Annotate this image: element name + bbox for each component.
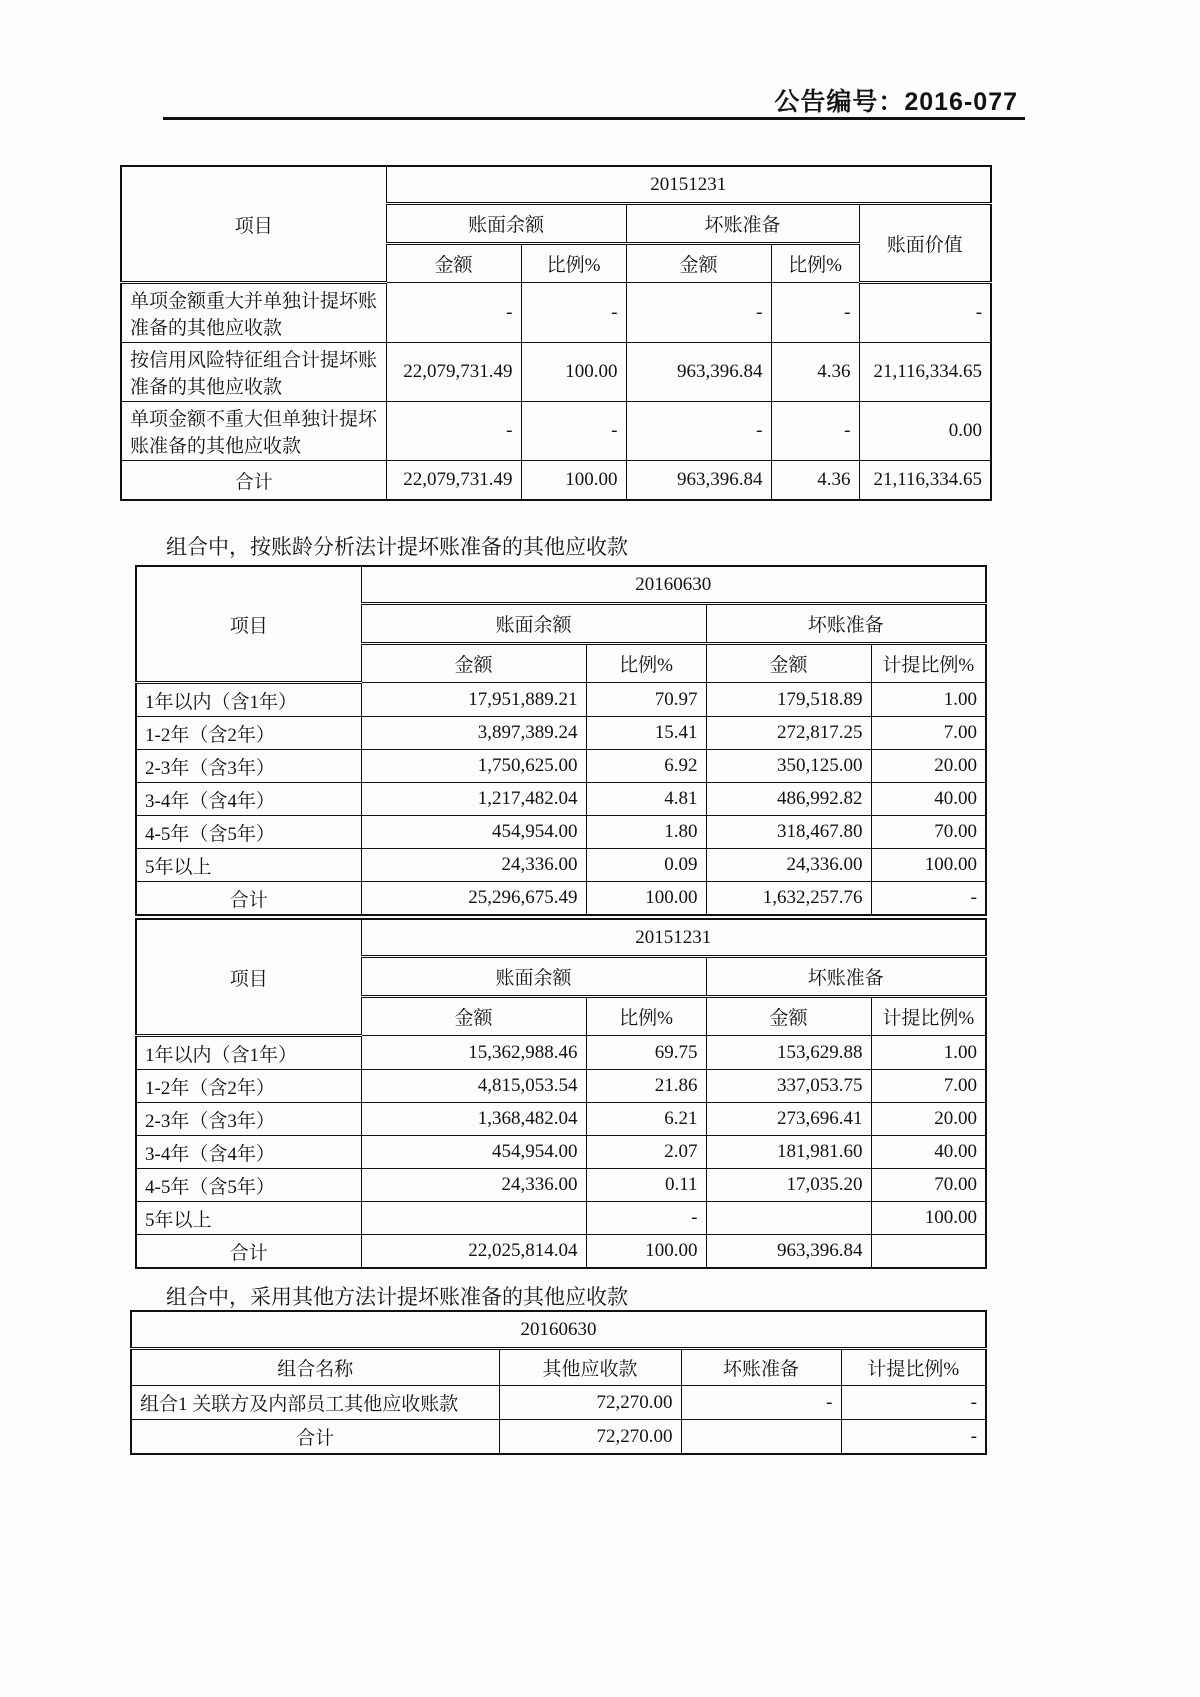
cell-ratio: 0.09 [586,849,706,882]
cell-amount [361,1202,586,1235]
cell-provision-ratio: - [841,1420,986,1455]
cell-amount: 24,336.00 [361,849,586,882]
cell-book-value: 0.00 [859,402,991,461]
header-bad-debt-provision: 坏账准备 [706,604,986,644]
cell-aging-bucket: 4-5年（含5年） [136,816,361,849]
header-item: 项目 [121,166,386,283]
cell-aging-bucket: 3-4年（含4年） [136,783,361,816]
table-row [121,166,991,204]
header-period: 20160630 [361,566,986,604]
cell-portfolio-name: 合计 [131,1420,499,1455]
cell-book-value: 21,116,334.65 [859,461,991,501]
header-book-balance: 账面余额 [361,957,706,997]
cell-book-value: - [859,283,991,343]
header-amount: 金额 [706,997,871,1036]
header-ratio: 比例% [586,644,706,683]
cell-ratio: 15.41 [586,717,706,750]
cell-amount: - [386,283,521,343]
cell-ratio: 4.81 [586,783,706,816]
cell-ratio: 69.75 [586,1036,706,1070]
aging-table-20160630 [135,565,987,916]
cell-provision-ratio [871,1235,986,1269]
cell-bad-ratio: - [771,402,859,461]
cell-provision-ratio: 20.00 [871,750,986,783]
header-period: 20151231 [361,919,986,957]
table-row [136,1070,986,1103]
header-period: 20160630 [131,1311,986,1349]
header-rule [163,117,1025,120]
cell-book-value: 21,116,334.65 [859,343,991,402]
cell-provision-ratio: 1.00 [871,1036,986,1070]
header-bad-debt-provision: 坏账准备 [706,957,986,997]
header-period: 20151231 [386,166,991,204]
table-row [136,849,986,882]
table-row [131,1386,986,1420]
cell-amount: 1,368,482.04 [361,1103,586,1136]
cell-provision-ratio: 1.00 [871,683,986,717]
cell-bad-amount: - [626,402,771,461]
cell-provision-ratio: 100.00 [871,849,986,882]
table-row [136,1103,986,1136]
cell-amount: 15,362,988.46 [361,1036,586,1070]
cell-bad-amount: 1,632,257.76 [706,882,871,916]
table-row [136,919,986,957]
other-method-table [130,1310,987,1455]
cell-amount: 3,897,389.24 [361,717,586,750]
cell-bad-amount [706,1202,871,1235]
header-other-receivables: 其他应收款 [499,1349,681,1386]
cell-ratio: 2.07 [586,1136,706,1169]
table-row [136,1036,986,1070]
cell-bad-amount: 179,518.89 [706,683,871,717]
cell-ratio: 100.00 [586,1235,706,1269]
header-provision-ratio: 计提比例% [871,644,986,683]
cell-bad-ratio: 4.36 [771,343,859,402]
cell-aging-bucket: 合计 [136,1235,361,1269]
cell-aging-bucket: 1-2年（含2年） [136,1070,361,1103]
header-amount: 金额 [706,644,871,683]
cell-bad-amount: 963,396.84 [626,343,771,402]
header-item: 项目 [136,566,361,683]
cell-item: 合计 [121,461,386,501]
header-ratio: 比例% [586,997,706,1036]
cell-amount: 24,336.00 [361,1169,586,1202]
cell-bad-amount: 17,035.20 [706,1169,871,1202]
cell-item: 按信用风险特征组合计提坏账准备的其他应收款 [121,343,386,402]
cell-bad-amount: 963,396.84 [706,1235,871,1269]
cell-provision-ratio: 40.00 [871,783,986,816]
cell-provision-ratio: - [871,882,986,916]
cell-amount: 25,296,675.49 [361,882,586,916]
cell-aging-bucket: 2-3年（含3年） [136,1103,361,1136]
cell-provision-ratio: 7.00 [871,717,986,750]
cell-amount: - [386,402,521,461]
table-row [136,816,986,849]
cell-ratio: 70.97 [586,683,706,717]
cell-provision-ratio: 70.00 [871,816,986,849]
cell-provision-ratio: 70.00 [871,1169,986,1202]
table-row [136,1202,986,1235]
aging-section-heading: 组合中，按账龄分析法计提坏账准备的其他应收款 [166,535,628,559]
cell-aging-bucket: 1年以内（含1年） [136,683,361,717]
provision-category-table [120,165,992,501]
cell-aging-bucket: 1-2年（含2年） [136,717,361,750]
header-ratio: 比例% [521,244,626,283]
cell-bad-amount: - [626,283,771,343]
table-row [121,283,991,343]
cell-bad-ratio: 4.36 [771,461,859,501]
cell-provision-ratio: 7.00 [871,1070,986,1103]
cell-amount: 72,270.00 [499,1420,681,1455]
cell-bad-amount: 486,992.82 [706,783,871,816]
header-book-balance: 账面余额 [386,204,626,244]
cell-amount: 17,951,889.21 [361,683,586,717]
cell-bad-amount: 272,817.25 [706,717,871,750]
table-row [136,750,986,783]
header-ratio: 比例% [771,244,859,283]
cell-ratio: 100.00 [521,343,626,402]
cell-ratio: - [586,1202,706,1235]
header-bad-debt-provision: 坏账准备 [626,204,859,244]
cell-bad-amount: 153,629.88 [706,1036,871,1070]
table-row [136,1136,986,1169]
cell-bad-amount: 273,696.41 [706,1103,871,1136]
aging-table-20151231 [135,918,987,1269]
cell-aging-bucket: 5年以上 [136,1202,361,1235]
notice-number: 公告编号：2016-077 [774,88,1018,116]
cell-aging-bucket: 合计 [136,882,361,916]
cell-amount: 22,079,731.49 [386,461,521,501]
table-row [121,461,991,501]
header-provision-ratio: 计提比例% [841,1349,986,1386]
cell-bad-amount: 24,336.00 [706,849,871,882]
table-row [121,402,991,461]
cell-amount: 454,954.00 [361,1136,586,1169]
header-portfolio-name: 组合名称 [131,1349,499,1386]
table-row [136,783,986,816]
cell-aging-bucket: 5年以上 [136,849,361,882]
cell-aging-bucket: 4-5年（含5年） [136,1169,361,1202]
table-row [121,343,991,402]
cell-bad-amount: 350,125.00 [706,750,871,783]
table-row [131,1311,986,1349]
cell-aging-bucket: 1年以内（含1年） [136,1036,361,1070]
cell-bad-ratio: - [771,283,859,343]
cell-ratio: 21.86 [586,1070,706,1103]
table-row [136,882,986,916]
table-row [136,683,986,717]
table-row [131,1420,986,1455]
cell-provision-ratio: 20.00 [871,1103,986,1136]
header-amount: 金额 [361,644,586,683]
cell-amount: 72,270.00 [499,1386,681,1420]
cell-aging-bucket: 2-3年（含3年） [136,750,361,783]
cell-bad-amount: 181,981.60 [706,1136,871,1169]
cell-amount: 22,025,814.04 [361,1235,586,1269]
cell-portfolio-name: 组合1 关联方及内部员工其他应收账款 [131,1386,499,1420]
cell-bad-amount: 963,396.84 [626,461,771,501]
cell-bad-debt: - [681,1386,841,1420]
other-method-section-heading: 组合中，采用其他方法计提坏账准备的其他应收款 [166,1285,628,1309]
cell-provision-ratio: 40.00 [871,1136,986,1169]
cell-provision-ratio: 100.00 [871,1202,986,1235]
cell-ratio: - [521,402,626,461]
cell-item: 单项金额不重大但单独计提坏账准备的其他应收款 [121,402,386,461]
cell-ratio: 1.80 [586,816,706,849]
header-item: 项目 [136,919,361,1036]
header-book-balance: 账面余额 [361,604,706,644]
cell-amount: 22,079,731.49 [386,343,521,402]
cell-item: 单项金额重大并单独计提坏账准备的其他应收款 [121,283,386,343]
header-book-value: 账面价值 [859,204,991,283]
table-row [136,717,986,750]
header-provision-ratio: 计提比例% [871,997,986,1036]
cell-provision-ratio: - [841,1386,986,1420]
header-amount: 金额 [386,244,521,283]
table-row [136,1235,986,1269]
cell-ratio: - [521,283,626,343]
cell-amount: 1,217,482.04 [361,783,586,816]
cell-ratio: 6.21 [586,1103,706,1136]
cell-amount: 454,954.00 [361,816,586,849]
cell-bad-amount: 318,467.80 [706,816,871,849]
cell-bad-debt [681,1420,841,1455]
cell-amount: 1,750,625.00 [361,750,586,783]
cell-ratio: 6.92 [586,750,706,783]
cell-amount: 4,815,053.54 [361,1070,586,1103]
cell-ratio: 100.00 [521,461,626,501]
table-row [131,1349,986,1386]
cell-bad-amount: 337,053.75 [706,1070,871,1103]
cell-ratio: 100.00 [586,882,706,916]
table-row [136,1169,986,1202]
cell-aging-bucket: 3-4年（含4年） [136,1136,361,1169]
cell-ratio: 0.11 [586,1169,706,1202]
table-row [136,566,986,604]
header-bad-debt-provision: 坏账准备 [681,1349,841,1386]
header-amount: 金额 [361,997,586,1036]
header-amount: 金额 [626,244,771,283]
